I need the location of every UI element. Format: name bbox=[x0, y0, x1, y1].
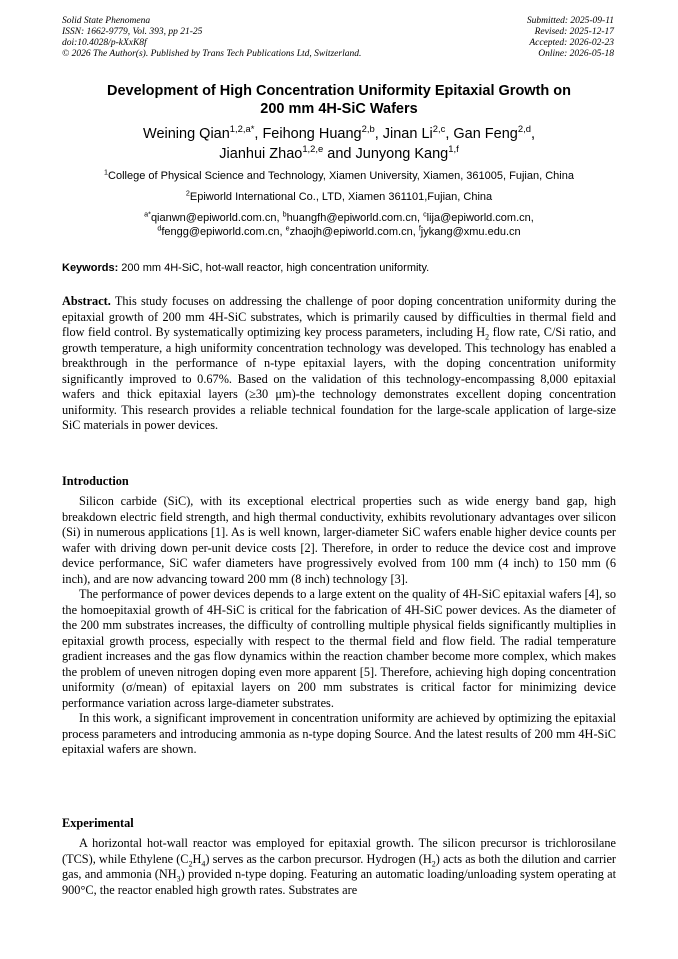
revised-date: Revised: 2025-12-17 bbox=[534, 27, 614, 37]
abstract-text: flow rate, C/Si ratio, and growth temperature, a high uniformity concentration technology was developed. This technology has enabled a breakthrough in the performance of n-type epitaxial layers, with the doping concentration uniformity significantly improved to 0.67%. Based on the validation of this technology-encompassing 8,000 epitaxial wafers and thick epitaxial layers (≥30 μm)-the technology demonstrates excellent doping concentration uniformity. This research provides a reliable technical foundation for the large-scale application of large-size SiC materials in power devices. bbox=[62, 325, 616, 432]
author-name: Gan Feng bbox=[453, 126, 518, 142]
author-affil-marker: 2,d bbox=[517, 123, 531, 135]
author-affil-marker: 1,2,e bbox=[302, 143, 324, 155]
email-line: $^d$fengg@epiworld.com.cn, $^e$zhaojh@epiworld.com.cn, $^f$jykang@xmu.edu.cn bbox=[157, 224, 521, 238]
experimental-text: ) acts as both the dilution and carrier gas, and ammonia (NH bbox=[62, 851, 617, 881]
paper-title-line: Development of High Concentration Uniformity Epitaxial Growth on bbox=[106, 83, 572, 99]
experimental-text: ) provided n-type doping. Featuring an automatic loading/unloading system operating at 900°C, the reactor enabled high growth rates. Substrates are bbox=[62, 867, 616, 897]
abstract bbox=[62, 294, 616, 434]
journal-name: Solid State Phenomena bbox=[62, 16, 151, 26]
author-name: Feihong Huang bbox=[262, 126, 362, 142]
abstract-text: This study focuses on addressing the challenge of poor doping concentration uniformity during the epitaxial growth of 200 mm 4H-SiC substrates, which is primarily caused by difficulties in thermal field and flow field control. By systematically optimizing key process parameters, including H bbox=[62, 294, 616, 339]
email-marker: e bbox=[285, 224, 290, 233]
journal-doi: doi:10.4028/p-kXxK8f bbox=[62, 38, 147, 48]
email-marker: f bbox=[418, 224, 421, 233]
affil-text: Epiworld International Co., LTD, Xiamen 361101,Fujian, China bbox=[189, 191, 493, 203]
keywords bbox=[62, 261, 616, 275]
affil-marker: 2 bbox=[185, 189, 190, 198]
email-marker: c bbox=[423, 210, 427, 219]
email-line: $^{a*}$qianwn@epiworld.com.cn, $^b$huangfh@epiworld.com.cn, $^c$lija@epiworld.com.cn, bbox=[144, 210, 534, 224]
introduction-body bbox=[62, 494, 616, 758]
experimental-text: ) serves as the carbon precursor. Hydrogen (H bbox=[205, 851, 432, 866]
intro-paragraph: Silicon carbide (SiC), with its exceptional electrical properties such as wide energy band gap, high breakdown electric field strength, and high thermal conductivity, exhibits revolutionary advantages over silicon (Si) in numerous applications [1]. As is well known, larger-diameter SiC wafers enable higher device counts per wafer with driving down per-unit device costs [2]. Therefore, in order to reduce the device cost and improve device performance, SiC wafer diameters have progressively evolved from 100 mm (4 inch) to 150 mm (6 inch), and are now advancing toward 200 mm (8 inch) technology [3]. bbox=[62, 494, 616, 586]
paper-title-line: 200 mm 4H-SiC Wafers bbox=[260, 101, 418, 117]
intro-paragraph: The performance of power devices depends to a large extent on the quality of 4H-SiC epitaxial wafers [4], so the homoepitaxial growth of 4H-SiC is critical for the fabrication of 4H-SiC power devices. As the diameter of the 200 mm substrates increases, the difficulty of controlling multiple physical fields significantly multiplies in epitaxial growth process, especially with respect to the thermal field and flow field. The radial temperature gradient increases and the gas flow dynamics within the reaction chamber become more complex, which makes the problem of uneven nitrogen doping even more apparent [5]. Therefore, achieving high doping concentration uniformity (σ/mean) of epitaxial layers on 200 mm substrates is critical factor for minimizing device performance variation across large-diameter substrates. bbox=[62, 587, 616, 710]
paper-title bbox=[62, 82, 616, 118]
accepted-date: Accepted: 2026-02-23 bbox=[529, 38, 614, 48]
abstract-subscript: 2 bbox=[485, 332, 490, 342]
online-date: Online: 2026-05-18 bbox=[538, 49, 614, 59]
section-heading-introduction: Introduction bbox=[62, 474, 129, 488]
keywords-text: 200 mm 4H-SiC, hot-wall reactor, high concentration uniformity. bbox=[118, 262, 430, 274]
publication-dates bbox=[527, 16, 614, 60]
affil-text: College of Physical Science and Technology, Xiamen University, Xiamen, 361005, Fujian, China bbox=[108, 170, 574, 182]
abstract-label: Abstract. bbox=[62, 294, 111, 308]
journal-info bbox=[62, 16, 361, 60]
keywords-label: Keywords: bbox=[62, 262, 119, 274]
experimental-text: H bbox=[192, 851, 202, 866]
email-link[interactable]: fengg@epiworld.com.cn bbox=[161, 226, 280, 238]
author-conjunction: and bbox=[323, 146, 356, 162]
section-heading-experimental: Experimental bbox=[62, 816, 134, 830]
experimental-subscript: 3 bbox=[176, 874, 181, 884]
email-link[interactable]: lija@epiworld.com.cn bbox=[426, 212, 531, 224]
experimental-paragraph bbox=[62, 836, 616, 898]
email-marker: b bbox=[282, 210, 287, 219]
author-line: Weining Qian$^{1,2,a*}$, Feihong Huang$^{2,b}$, Jinan Li$^{2,c}$, Gan Feng$^{2,d}$, bbox=[143, 123, 535, 142]
author-list bbox=[62, 124, 616, 164]
copyright-notice: © 2026 The Author(s). Published by Trans Tech Publications Ltd, Switzerland. bbox=[62, 49, 362, 59]
email-marker: a* bbox=[144, 210, 151, 219]
author-name: Jinan Li bbox=[382, 126, 433, 142]
author-line bbox=[62, 144, 616, 164]
author-emails bbox=[62, 211, 616, 239]
author-affil-marker: 2,b bbox=[361, 123, 375, 135]
email-link[interactable]: zhaojh@epiworld.com.cn bbox=[289, 226, 413, 238]
email-marker: d bbox=[157, 224, 162, 233]
email-link[interactable]: jykang@xmu.edu.cn bbox=[420, 226, 521, 238]
affiliation-2 bbox=[62, 190, 616, 204]
affil-marker: 1 bbox=[104, 168, 109, 177]
submitted-date: Submitted: 2025-09-11 bbox=[526, 16, 614, 26]
email-link[interactable]: qianwn@epiworld.com.cn bbox=[150, 212, 277, 224]
email-link[interactable]: huangfh@epiworld.com.cn bbox=[286, 212, 417, 224]
author-name: Weining Qian bbox=[143, 126, 230, 142]
author-name: Jianhui Zhao bbox=[219, 146, 303, 162]
author-affil-marker: 2,c bbox=[432, 123, 446, 135]
experimental-subscript: 4 bbox=[201, 858, 206, 868]
experimental-subscript: 2 bbox=[188, 858, 193, 868]
author-affil-marker: 1,f bbox=[448, 143, 459, 155]
author-name: Junyong Kang bbox=[355, 146, 449, 162]
experimental-body bbox=[62, 836, 616, 898]
experimental-subscript: 2 bbox=[431, 858, 436, 868]
journal-issn: ISSN: 1662-9779, Vol. 393, pp 21-25 bbox=[62, 27, 203, 37]
affiliation-1 bbox=[62, 169, 616, 183]
intro-paragraph: In this work, a significant improvement in concentration uniformity are achieved by optimizing the epitaxial process parameters and introducing ammonia as n-type doping Source. And the latest results of 200 mm 4H-SiC epitaxial wafers are shown. bbox=[62, 711, 616, 756]
author-affil-marker: 1,2,a* bbox=[229, 123, 255, 135]
experimental-text: A horizontal hot-wall reactor was employed for epitaxial growth. The silicon precursor is trichlorosilane (TCS), while Ethylene (C bbox=[62, 836, 616, 866]
